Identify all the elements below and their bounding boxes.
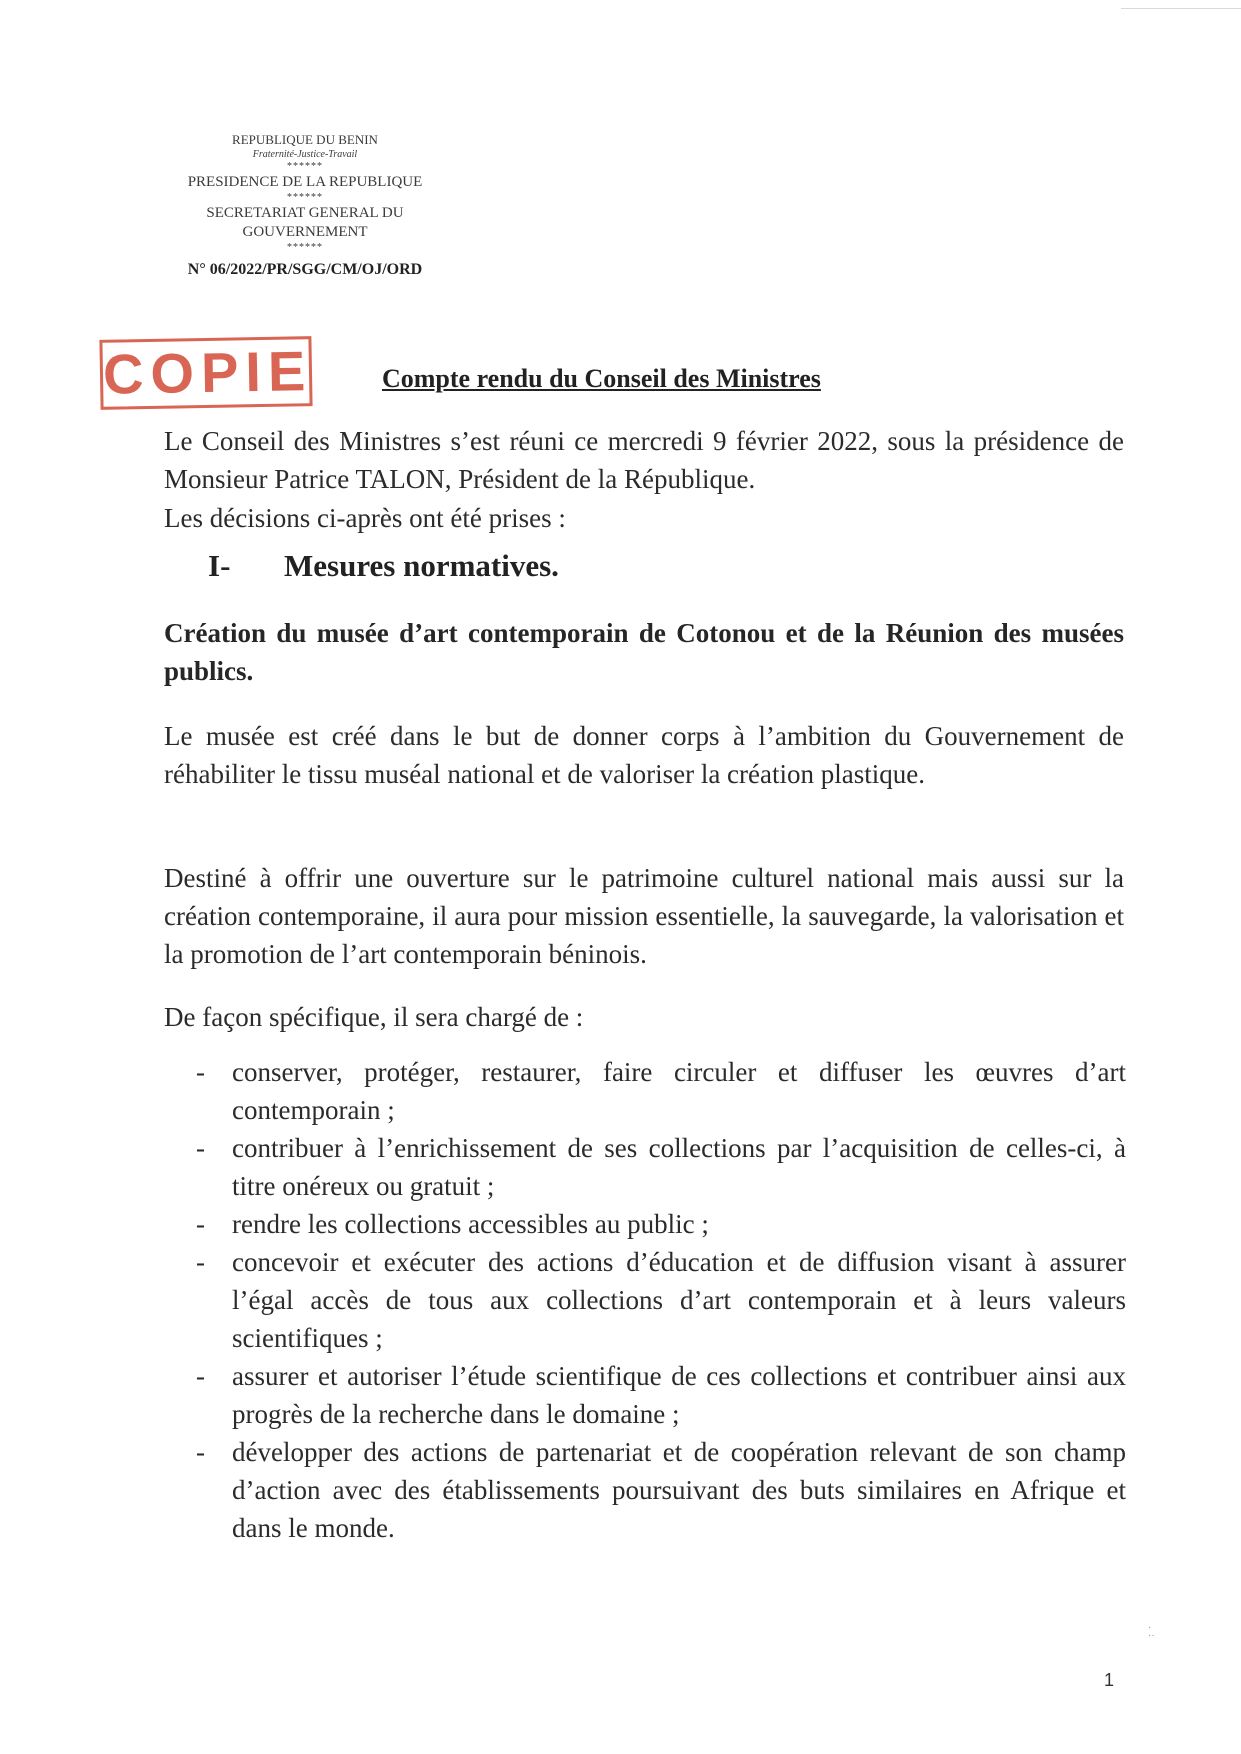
section-title: Mesures normatives.: [284, 548, 559, 583]
list-item: - développer des actions de partenariat et de coopération relevant de son champ d’action avec des établissements poursuivant des buts similaires en Afrique et dans le monde.: [196, 1433, 1126, 1547]
bullet-dash: -: [196, 1209, 205, 1239]
bullet-dash: -: [196, 1361, 205, 1391]
list-item: - concevoir et exécuter des actions d’éducation et de diffusion visant à assurer l’égal accès de tous aux collections d’art contemporain et à leurs valeurs scientifiques ;: [196, 1243, 1126, 1357]
paragraph-specific: De façon spécifique, il sera chargé de :: [164, 1002, 584, 1032]
letterhead: [140, 130, 470, 279]
separator-stars: ******: [287, 161, 323, 172]
decisions-intro: Les décisions ci-après ont été prises :: [164, 503, 566, 533]
duties-list: [196, 1053, 1126, 1547]
scan-specks: · ··: [1148, 1623, 1155, 1642]
bullet-dash: -: [196, 1057, 205, 1087]
separator-stars: ******: [287, 242, 323, 253]
scan-edge-line: [1121, 0, 1241, 9]
paragraph-mission: Le musée est créé dans le but de donner corps à l’ambition du Gouvernement de réhabiliter le tissu muséal national et de valoriser la création plastique.: [164, 721, 1124, 789]
copie-stamp: COPIE: [99, 336, 312, 410]
secretariat-line-2: GOUVERNEMENT: [242, 224, 368, 240]
page-number: 1: [1104, 1670, 1115, 1690]
bullet-dash: -: [196, 1247, 205, 1277]
country-name: REPUBLIQUE DU BENIN: [232, 132, 378, 147]
section-number: I-: [208, 548, 231, 583]
list-item: - assurer et autoriser l’étude scientifique de ces collections et contribuer ainsi aux progrès de la recherche dans le domaine ;: [196, 1357, 1126, 1433]
separator-stars: ******: [287, 192, 323, 203]
secretariat-line-1: SECRETARIAT GENERAL DU: [206, 205, 404, 221]
subheading: Création du musée d’art contemporain de Cotonou et de la Réunion des musées publics.: [164, 618, 1124, 686]
intro-paragraph: Le Conseil des Ministres s’est réuni ce mercredi 9 février 2022, sous la présidence de Monsieur Patrice TALON, Président de la République.: [164, 426, 1124, 494]
bullet-dash: -: [196, 1133, 205, 1163]
list-item: - conserver, protéger, restaurer, faire circuler et diffuser les œuvres d’art contemporain ;: [196, 1053, 1126, 1129]
presidency-name: PRESIDENCE DE LA REPUBLIQUE: [187, 174, 423, 190]
national-motto: Fraternité-Justice-Travail: [252, 149, 358, 160]
section-heading: [208, 548, 559, 584]
list-item: - contribuer à l’enrichissement de ses collections par l’acquisition de celles-ci, à titre onéreux ou gratuit ;: [196, 1129, 1126, 1205]
list-item: - rendre les collections accessibles au public ;: [196, 1205, 1126, 1243]
document-reference: N° 06/2022/PR/SGG/CM/OJ/ORD: [187, 261, 423, 278]
paragraph-purpose: Destiné à offrir une ouverture sur le patrimoine culturel national mais aussi sur la création contemporaine, il aura pour mission essentielle, la sauvegarde, la valorisation et la promotion de l’art contemporain béninois.: [164, 863, 1124, 969]
document-title: Compte rendu du Conseil des Ministres: [382, 364, 821, 393]
bullet-dash: -: [196, 1437, 205, 1467]
